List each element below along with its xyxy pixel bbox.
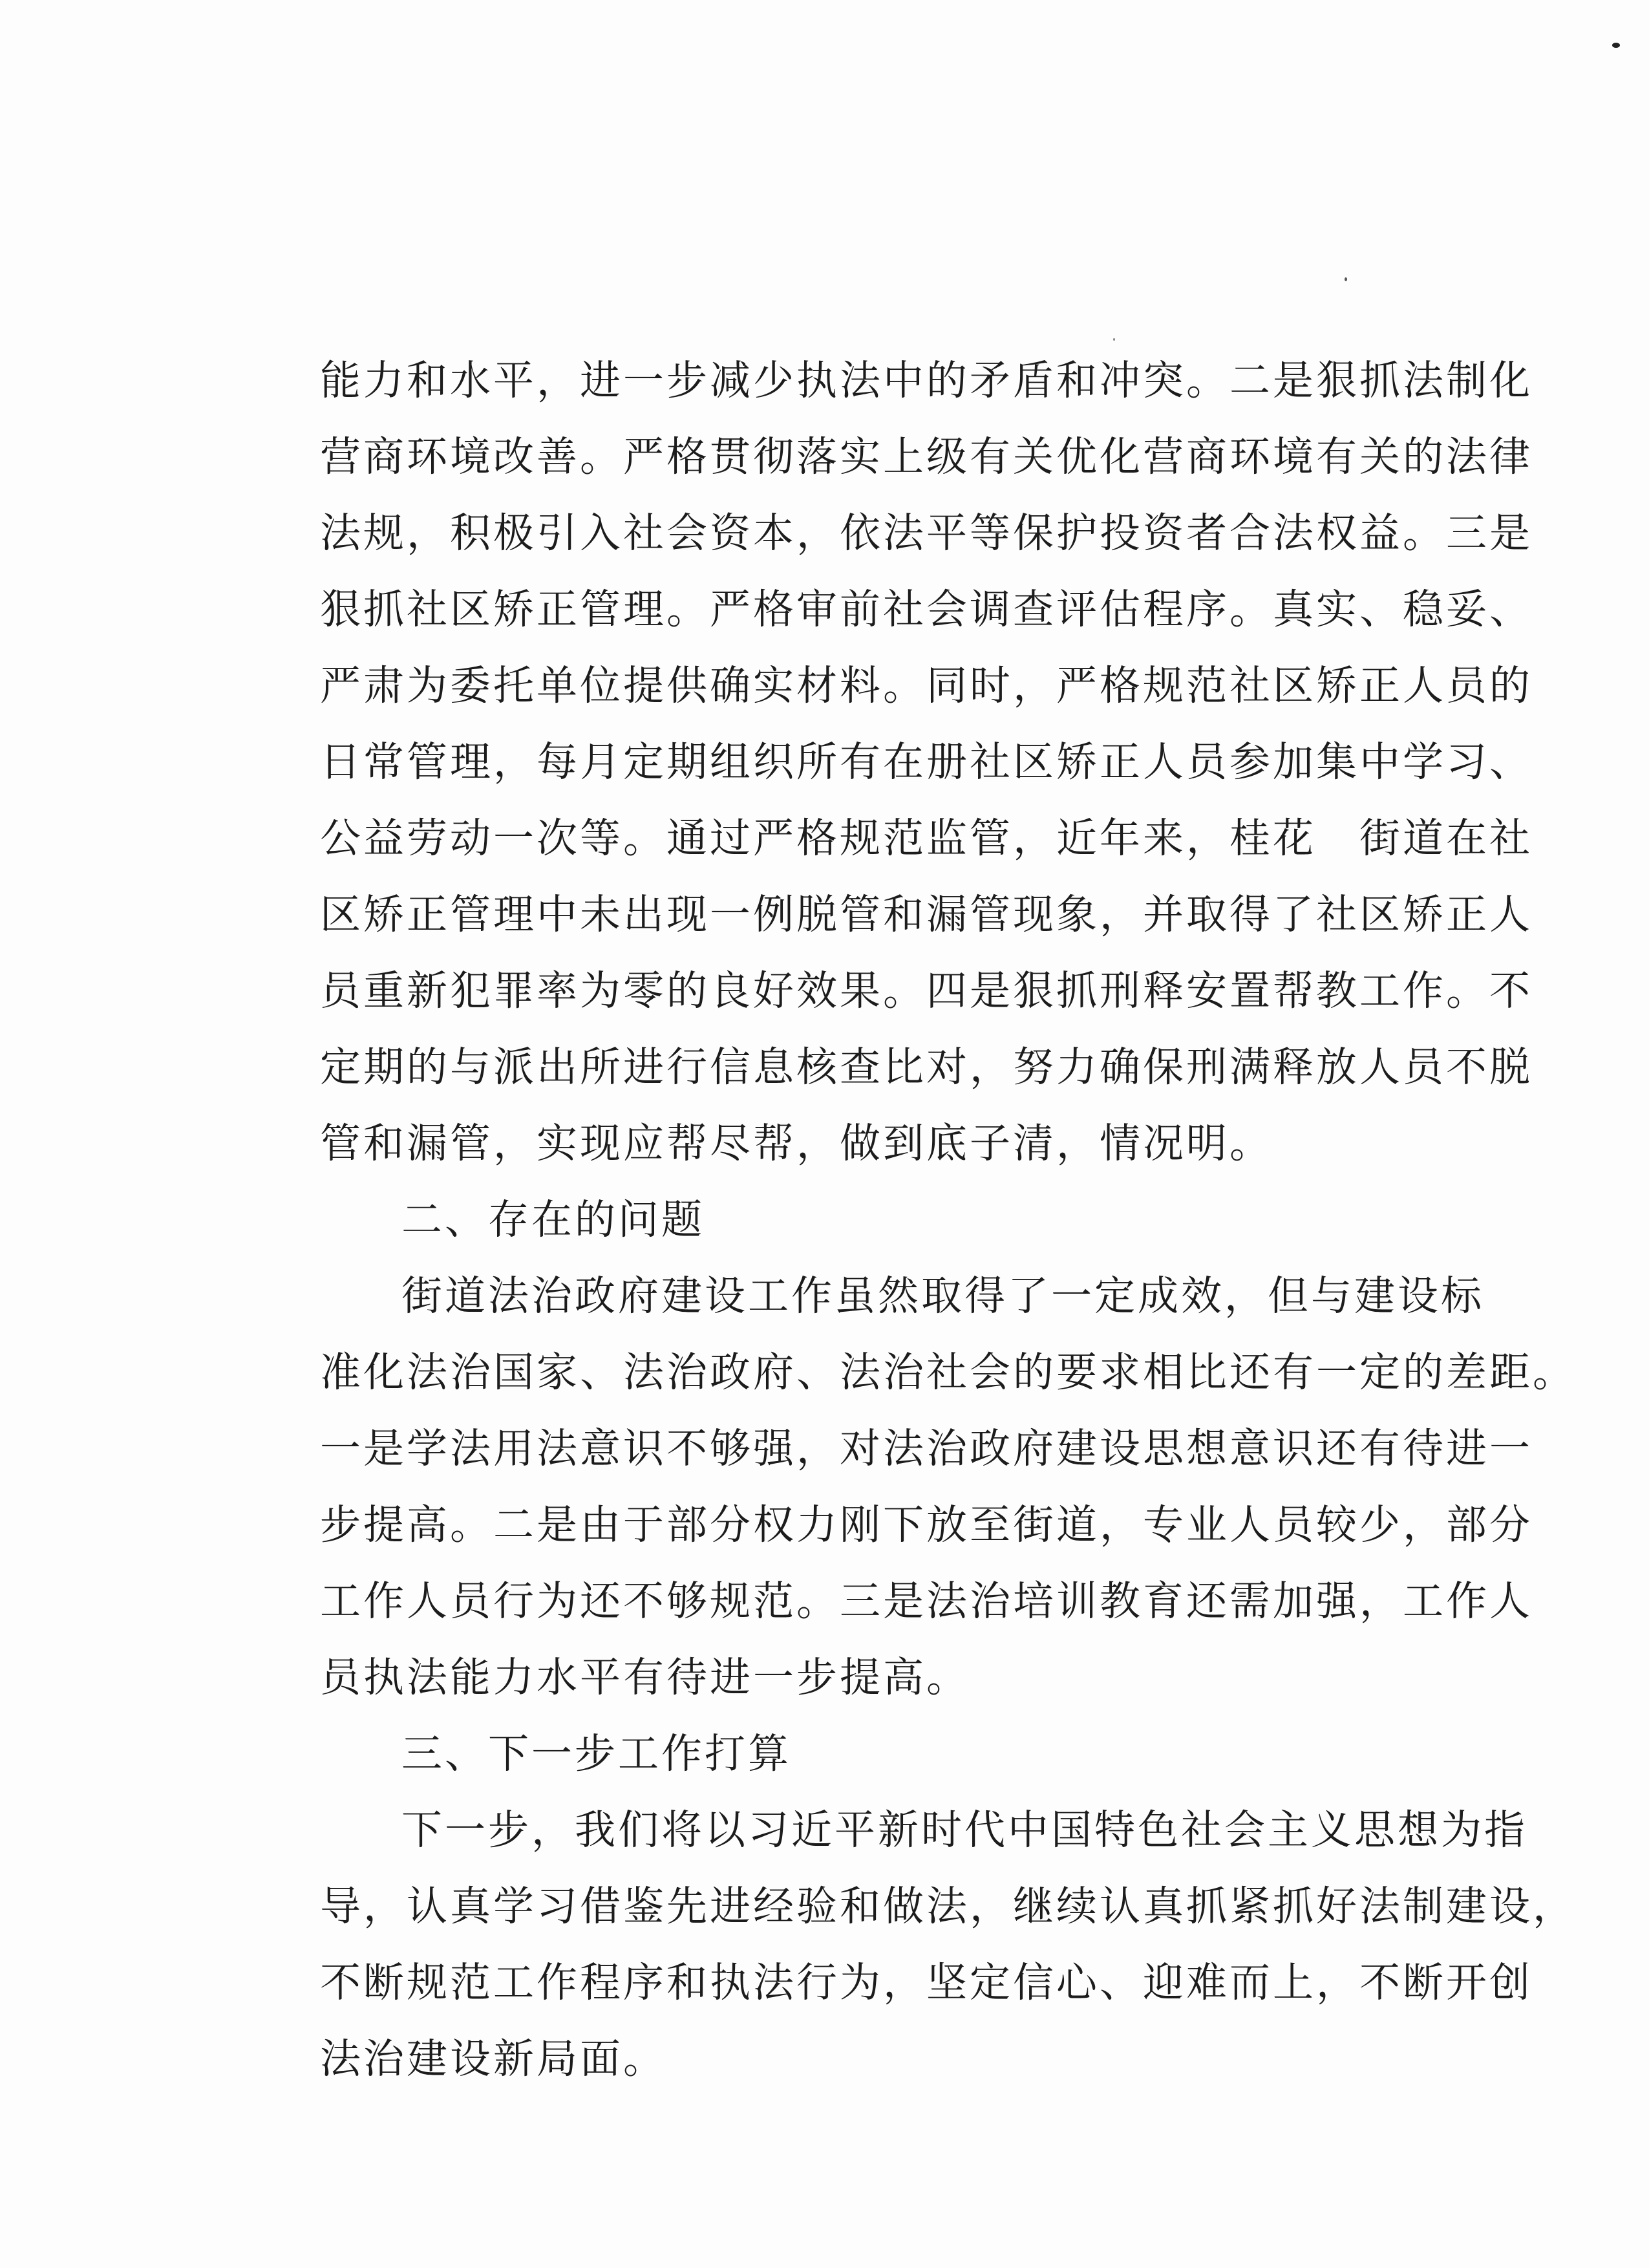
paragraph3-line: 下一步，我们将以习近平新时代中国特色社会主义思想为指 [401, 1806, 1527, 1854]
paragraph2-line: 街道法治政府建设工作虽然取得了一定成效，但与建设标 [401, 1272, 1484, 1320]
paragraph3-line: 不断规范工作程序和执法行为，坚定信心、迎难而上，不断开创 [320, 1959, 1533, 2006]
section-heading-problems: 二、存在的问题 [401, 1196, 705, 1243]
scan-speck [1113, 338, 1115, 341]
paragraph2-line: 工作人员行为还不够规范。三是法治培训教育还需加强，工作人 [320, 1578, 1533, 1625]
paragraph3-line: 导，认真学习借鉴先进经验和做法，继续认真抓紧抓好法制建设， [320, 1883, 1576, 1930]
paragraph1-line: 法规，积极引入社会资本，依法平等保护投资者合法权益。三是 [320, 509, 1533, 557]
paragraph1-line: 狠抓社区矫正管理。严格审前社会调查评估程序。真实、稳妥、 [320, 586, 1533, 633]
paragraph2-line: 一是学法用法意识不够强，对法治政府建设思想意识还有待进一 [320, 1425, 1533, 1472]
paragraph2-line: 步提高。二是由于部分权力刚下放至街道，专业人员较少，部分 [320, 1501, 1533, 1548]
paragraph1-line: 员重新犯罪率为零的良好效果。四是狠抓刑释安置帮教工作。不 [320, 967, 1533, 1014]
section-heading-next-steps: 三、下一步工作打算 [401, 1730, 791, 1777]
paragraph3-line: 法治建设新局面。 [320, 2035, 666, 2082]
paragraph1-line: 公益劳动一次等。通过严格规范监管，近年来，桂花 街道在社 [320, 815, 1533, 862]
scan-speck [1345, 277, 1347, 281]
paragraph1-line: 区矫正管理中未出现一例脱管和漏管现象，并取得了社区矫正人 [320, 891, 1533, 938]
paragraph2-line: 员执法能力水平有待进一步提高。 [320, 1654, 970, 1701]
paragraph1-line: 严肃为委托单位提供确实材料。同时，严格规范社区矫正人员的 [320, 662, 1533, 709]
paragraph1-line: 定期的与派出所进行信息核查比对，努力确保刑满释放人员不脱 [320, 1043, 1533, 1091]
paragraph1-line: 能力和水平，进一步减少执法中的矛盾和冲突。二是狠抓法制化 [320, 357, 1533, 404]
paragraph1-line: 日常管理，每月定期组织所有在册社区矫正人员参加集中学习、 [320, 738, 1533, 786]
paragraph1-line: 营商环境改善。严格贯彻落实上级有关优化营商环境有关的法律 [320, 433, 1533, 480]
scan-speck [1612, 43, 1620, 48]
paragraph2-line: 准化法治国家、法治政府、法治社会的要求相比还有一定的差距。 [320, 1349, 1576, 1396]
paragraph1-line: 管和漏管，实现应帮尽帮，做到底子清，情况明。 [320, 1120, 1273, 1167]
document-body [320, 343, 1576, 2097]
